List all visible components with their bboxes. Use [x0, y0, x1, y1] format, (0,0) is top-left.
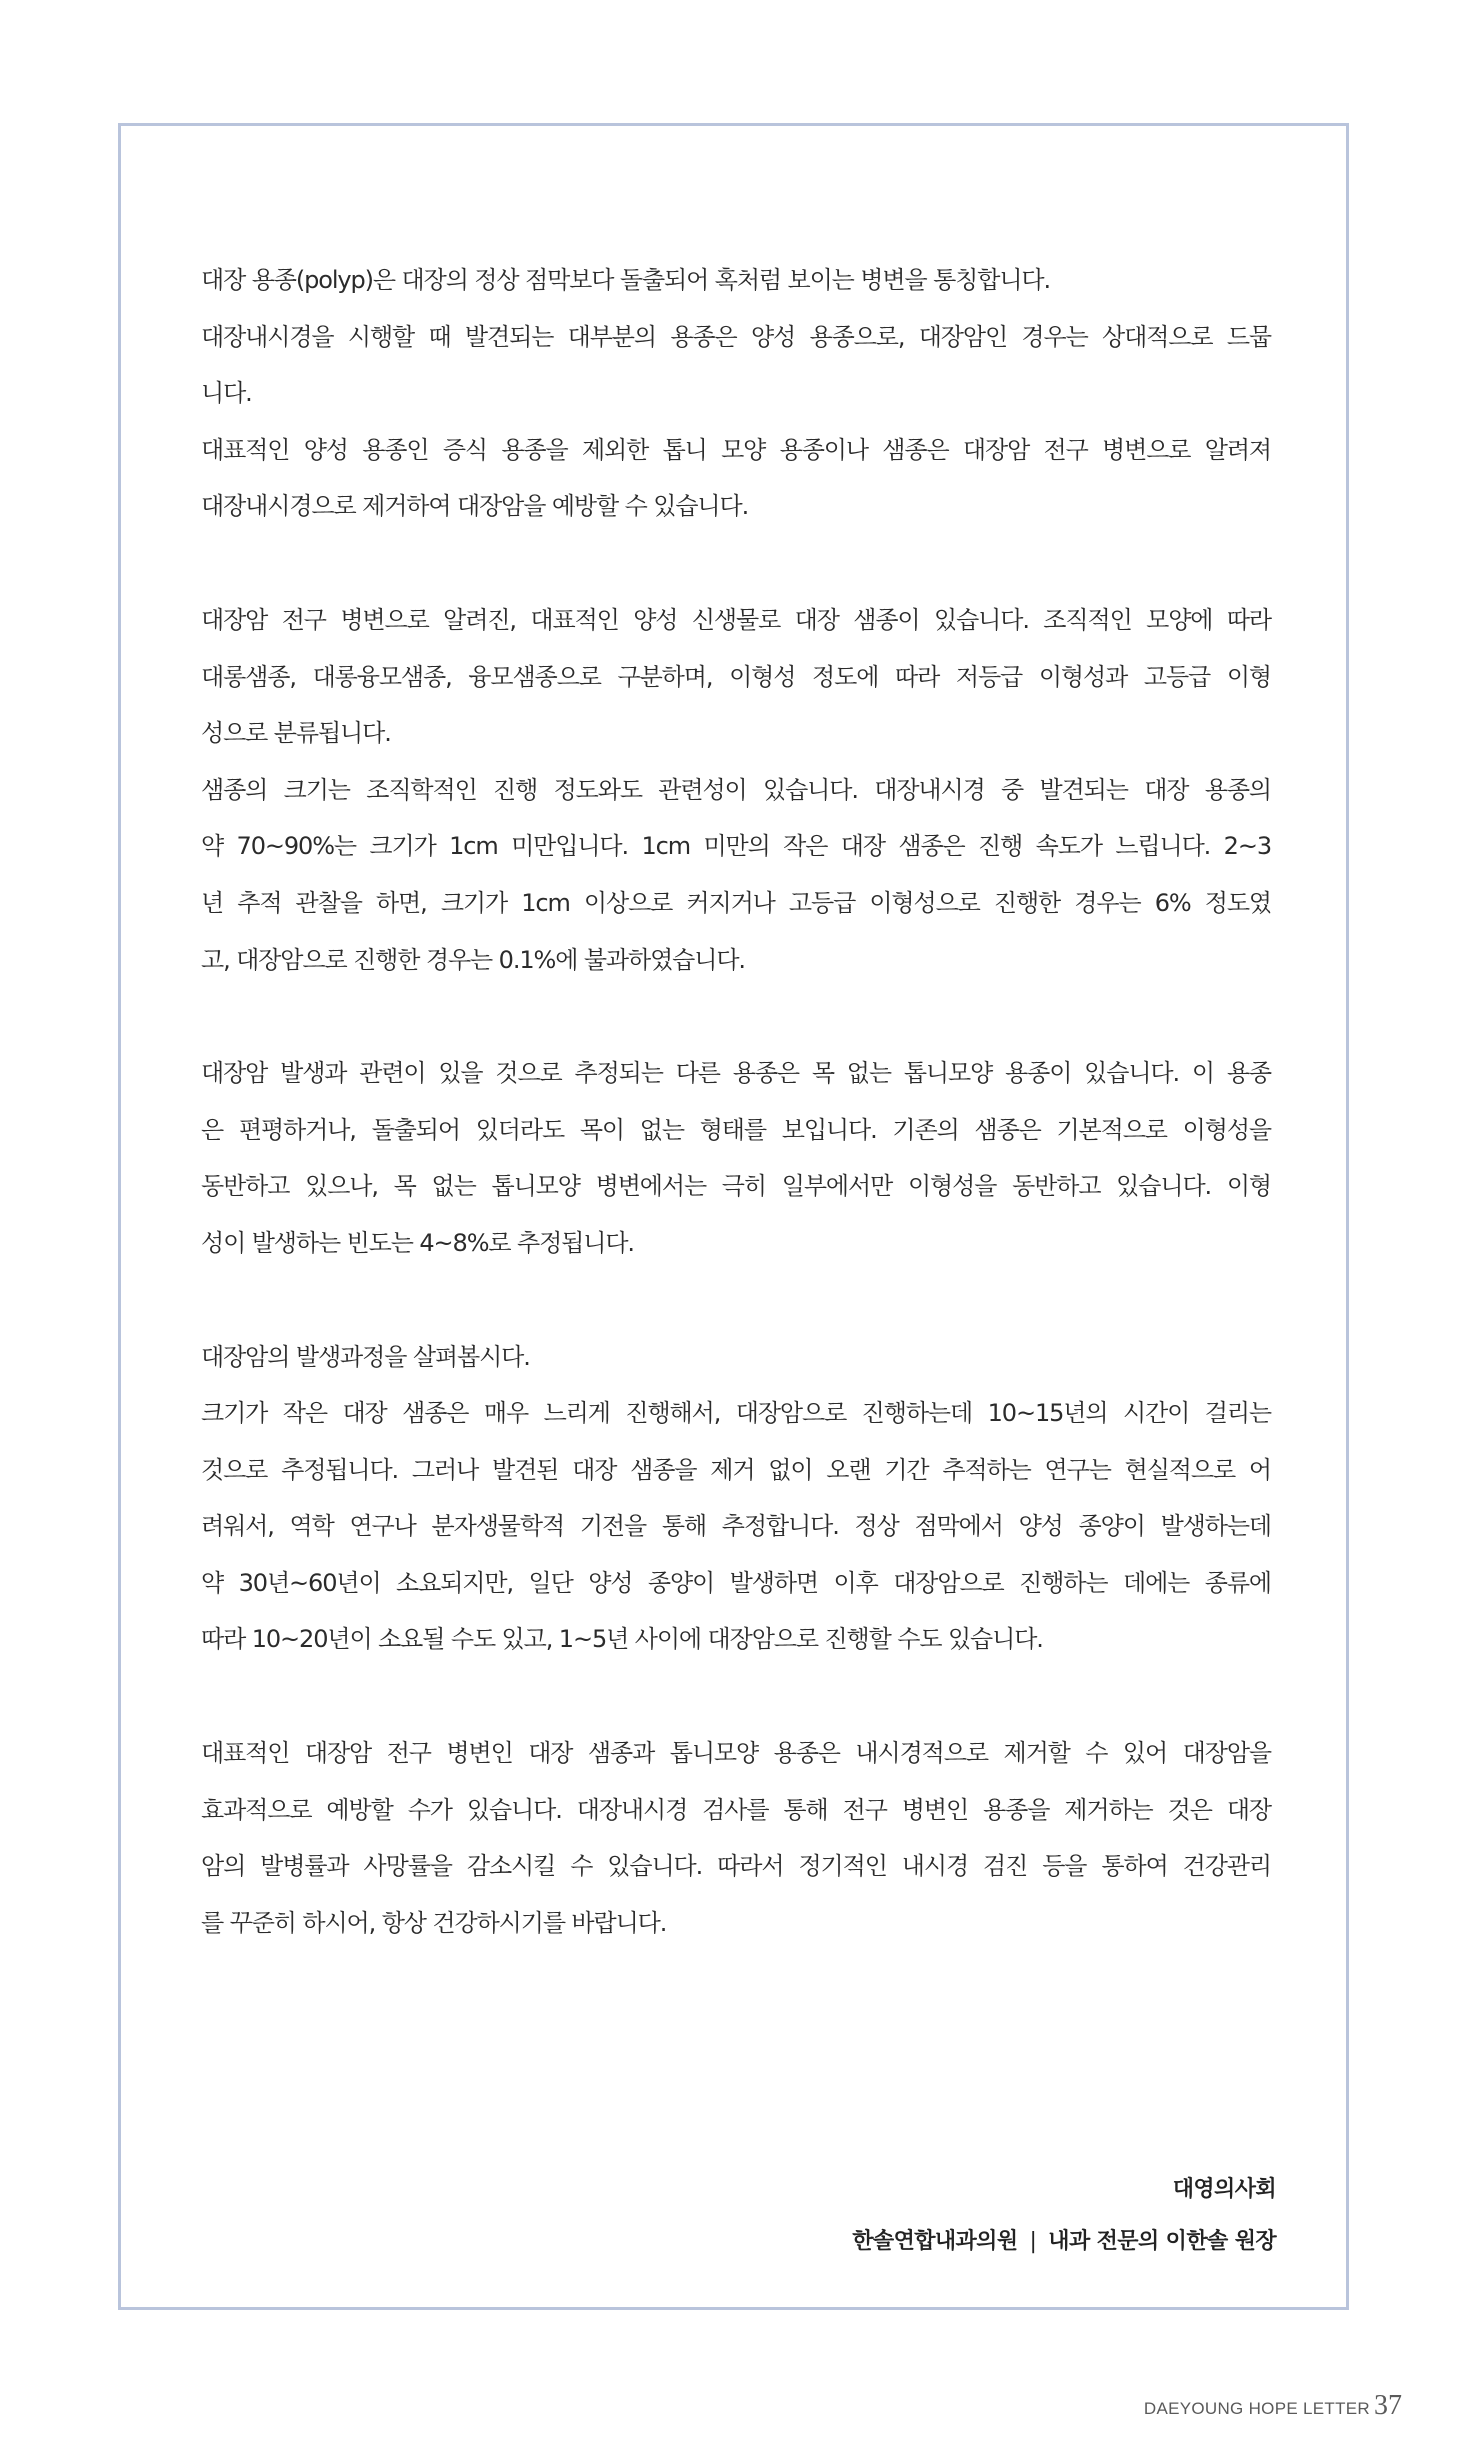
text-line: 암의 발병률과 사망률을 감소시킬 수 있습니다. 따라서 정기적인 내시경 검진 등을 통하여 건강관리 — [201, 1852, 1271, 1881]
paragraph-2 — [201, 592, 1271, 988]
page-footer — [1144, 2390, 1402, 2422]
text-line: 려워서, 역학 연구나 분자생물학적 기전을 통해 추정합니다. 정상 점막에서 양성 종양이 발생하는데 — [201, 1512, 1271, 1541]
text-line: 대표적인 대장암 전구 병변인 대장 샘종과 톱니모양 용종은 내시경적으로 제거할 수 있어 대장암을 — [201, 1739, 1271, 1768]
text-line: 성이 발생하는 빈도는 4~8%로 추정됩니다. — [201, 1228, 634, 1257]
text-line: 대장암 전구 병변으로 알려진, 대표적인 양성 신생물로 대장 샘종이 있습니다. 조직적인 모양에 따라 — [201, 605, 1271, 634]
article-body — [201, 252, 1271, 2008]
text-line: 약 30년~60년이 소요되지만, 일단 양성 종양이 발생하면 이후 대장암으로 진행하는 데에는 종류에 — [201, 1568, 1271, 1597]
text-line: 대장 용종(polyp)은 대장의 정상 점막보다 돌출되어 혹처럼 보이는 병변을 통칭합니다. — [201, 266, 1051, 294]
signature-separator: | — [1029, 2229, 1037, 2254]
text-line: 대장암 발생과 관련이 있을 것으로 추정되는 다른 용종은 목 없는 톱니모양 용종이 있습니다. 이 용종 — [201, 1059, 1271, 1088]
text-line: 대장암의 발생과정을 살펴봅시다. — [201, 1342, 530, 1371]
signature-credentials — [852, 2216, 1276, 2268]
text-line: 를 꾸준히 하시어, 항상 건강하시기를 바랍니다. — [201, 1908, 667, 1937]
publication-title: DAEYOUNG HOPE LETTER — [1143, 2399, 1370, 2418]
text-line: 것으로 추정됩니다. 그러나 발견된 대장 샘종을 제거 없이 오랜 기간 추적하는 연구는 현실적으로 어 — [201, 1455, 1271, 1484]
page-number: 37 — [1374, 2390, 1402, 2421]
signature-organization: 대영의사회 — [1172, 2177, 1276, 2202]
text-line: 니다. — [201, 379, 252, 408]
paragraph-3 — [201, 1045, 1271, 1271]
paragraph-4 — [201, 1329, 1271, 1669]
text-line: 은 편평하거나, 돌출되어 있더라도 목이 없는 형태를 보입니다. 기존의 샘종은 기본적으로 이형성을 — [201, 1115, 1271, 1144]
text-line: 샘종의 크기는 조직학적인 진행 정도와도 관련성이 있습니다. 대장내시경 중 발견되는 대장 용종의 — [201, 775, 1271, 804]
text-line: 크기가 작은 대장 샘종은 매우 느리게 진행해서, 대장암으로 진행하는데 10~15년의 시간이 걸리는 — [201, 1399, 1271, 1428]
signature-clinic: 한솔연합내과의원 — [852, 2229, 1018, 2254]
text-line: 대롱샘종, 대롱융모샘종, 융모샘종으로 구분하며, 이형성 정도에 따라 저등급 이형성과 고등급 이형 — [201, 662, 1271, 691]
text-line: 성으로 분류됩니다. — [201, 719, 391, 748]
text-line: 동반하고 있으나, 목 없는 톱니모양 병변에서는 극히 일부에서만 이형성을 동반하고 있습니다. 이형 — [201, 1172, 1271, 1201]
text-line: 년 추적 관찰을 하면, 크기가 1cm 이상으로 커지거나 고등급 이형성으로 진행한 경우는 6% 정도였 — [201, 888, 1271, 917]
signature-author: 내과 전문의 이한솔 원장 — [1048, 2229, 1276, 2254]
text-line: 효과적으로 예방할 수가 있습니다. 대장내시경 검사를 통해 전구 병변인 용종을 제거하는 것은 대장 — [201, 1795, 1271, 1824]
text-line: 고, 대장암으로 진행한 경우는 0.1%에 불과하였습니다. — [201, 945, 745, 974]
paragraph-5 — [201, 1725, 1271, 1951]
text-line: 대장내시경으로 제거하여 대장암을 예방할 수 있습니다. — [201, 492, 749, 521]
text-line: 대표적인 양성 용종인 증식 용종을 제외한 톱니 모양 용종이나 샘종은 대장암 전구 병변으로 알려져 — [201, 435, 1271, 464]
paragraph-1 — [201, 252, 1271, 535]
text-line: 따라 10~20년이 소요될 수도 있고, 1~5년 사이에 대장암으로 진행할 수도 있습니다. — [201, 1625, 1043, 1654]
text-line: 약 70~90%는 크기가 1cm 미만입니다. 1cm 미만의 작은 대장 샘종은 진행 속도가 느립니다. 2~3 — [201, 832, 1271, 861]
text-line: 대장내시경을 시행할 때 발견되는 대부분의 용종은 양성 용종으로, 대장암인 경우는 상대적으로 드뭅 — [201, 322, 1271, 351]
author-signature — [852, 2164, 1276, 2268]
